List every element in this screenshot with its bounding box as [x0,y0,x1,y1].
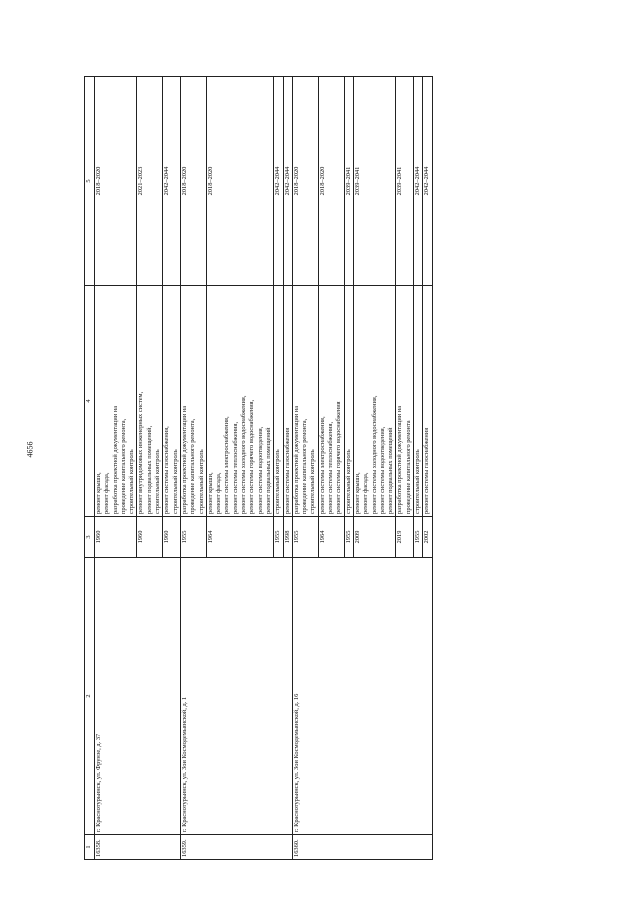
period-cell: 2039–2041 [344,77,353,286]
year-cell: 1955 [180,517,206,558]
works-cell [292,286,318,517]
work-item: ремонт фасада, [103,472,111,514]
work-item: строительный контроль [197,449,205,514]
year-cell: 1955 [292,517,318,558]
work-item: ремонт крыши, [353,472,361,514]
work-item: ремонт системы холодного водоснабжения, [240,395,248,514]
work-item: строительный контроль [128,449,136,514]
works-cell [180,286,206,517]
period-cell: 2042–2044 [274,77,283,286]
work-item: ремонт системы электроснабжения, [318,416,326,514]
period-cell: 2018–2020 [180,77,206,286]
work-item: строительный контроль [274,449,282,514]
work-item: ремонт системы газоснабжения, [163,426,171,514]
header-col-1: 1 [85,835,95,860]
work-item: ремонт системы водоотведения, [256,426,264,514]
period-cell: 2018–2020 [206,77,273,286]
period-cell: 2042–2044 [413,77,422,286]
work-item: ремонт системы горячего водоснабжения [335,401,343,514]
period-cell: 2018–2020 [292,77,318,286]
period-cell: 2042–2044 [423,77,432,286]
work-item: разработка проектной документации на [396,405,404,514]
year-cell: 1955 [344,517,353,558]
table-header-row [85,77,95,860]
table-row [292,77,318,860]
work-item: ремонт внутридомовых инженерных систем, [137,391,145,514]
address-cell: г. Краснотурьинск, ул. Фрунзе, д. 37 [95,558,181,835]
period-cell: 2042–2044 [163,77,181,286]
row-number: 16358. [95,835,181,860]
work-item: разработка проектной документации на [180,405,188,514]
rotated-table-container [84,82,553,860]
year-cell: 1964 [206,517,273,558]
works-cell [137,286,163,517]
year-cell: 1960 [95,517,137,558]
repair-schedule-table [84,76,433,860]
work-item: строительный контроль [309,449,317,514]
year-cell: 1960 [163,517,181,558]
works-cell [206,286,273,517]
work-item: ремонт системы теплоснабжения, [231,421,239,514]
work-item: ремонт фасада, [215,472,223,514]
year-cell: 1955 [274,517,283,558]
work-item: ремонт крыши, [206,472,214,514]
works-cell [423,286,432,517]
work-item: ремонт системы горячего водоснабжения, [248,399,256,514]
work-item: ремонт подвальных помещений [264,427,272,514]
period-cell: 2042–2044 [283,77,292,286]
work-item: проведение капитального ремонта, [119,418,127,514]
works-cell [95,286,137,517]
header-col-2: 2 [85,558,95,835]
work-item: строительный контроль [171,449,179,514]
year-cell: 2002 [423,517,432,558]
header-col-4: 4 [85,286,95,517]
works-cell [396,286,414,517]
row-number: 16360. [292,835,432,860]
address-cell: г. Краснотурьинск, ул. Зои Космодемьянской, д. 1 [180,558,292,835]
work-item: ремонт системы электроснабжения, [223,416,231,514]
work-item: ремонт подвальных помещений [387,427,395,514]
works-cell [318,286,344,517]
work-item: строительный контроль [344,449,352,514]
header-col-3: 3 [85,517,95,558]
works-cell [274,286,283,517]
work-item: разработка проектной документации на [292,405,300,514]
period-cell: 2039–2041 [396,77,414,286]
work-item: проведение капитального ремонта, [189,418,197,514]
works-cell [353,286,395,517]
works-cell [163,286,181,517]
table-row [180,77,206,860]
work-item: ремонт крыши, [95,472,102,514]
work-item: ремонт подвальных помещений, [145,425,153,514]
work-item: ремонт системы холодного водоснабжения, [370,395,378,514]
work-item: проведение капитального ремонта, [301,418,309,514]
works-cell [344,286,353,517]
period-cell: 2018–2020 [318,77,344,286]
page-number: 4656 [25,441,35,458]
address-cell: г. Краснотурьинск, ул. Зои Космодемьянской, д. 16 [292,558,432,835]
rotated-sheet [84,82,553,860]
work-item: строительный контроль [154,449,162,514]
year-cell: 1955 [413,517,422,558]
year-cell: 1964 [318,517,344,558]
work-item: ремонт системы газоснабжения [283,427,291,514]
work-item: проведение капитального ремонта [404,420,412,514]
works-cell [283,286,292,517]
year-cell: 2019 [396,517,414,558]
work-item: строительный контроль [413,449,421,514]
work-item: разработка проектной документации на [111,405,119,514]
header-col-5: 5 [85,77,95,286]
row-number: 16359. [180,835,292,860]
work-item: ремонт системы водоотведения, [378,426,386,514]
table-body [95,77,433,860]
year-cell: 1960 [137,517,163,558]
year-cell: 2009 [353,517,395,558]
period-cell: 2018–2020 [95,77,137,286]
work-item: ремонт фасада, [362,472,370,514]
period-cell: 2039–2041 [353,77,395,286]
table-row [95,77,137,860]
year-cell: 1998 [283,517,292,558]
work-item: ремонт системы газоснабжения [423,427,431,514]
work-item: ремонт системы теплоснабжения, [327,421,335,514]
works-cell [413,286,422,517]
period-cell: 2021–2023 [137,77,163,286]
